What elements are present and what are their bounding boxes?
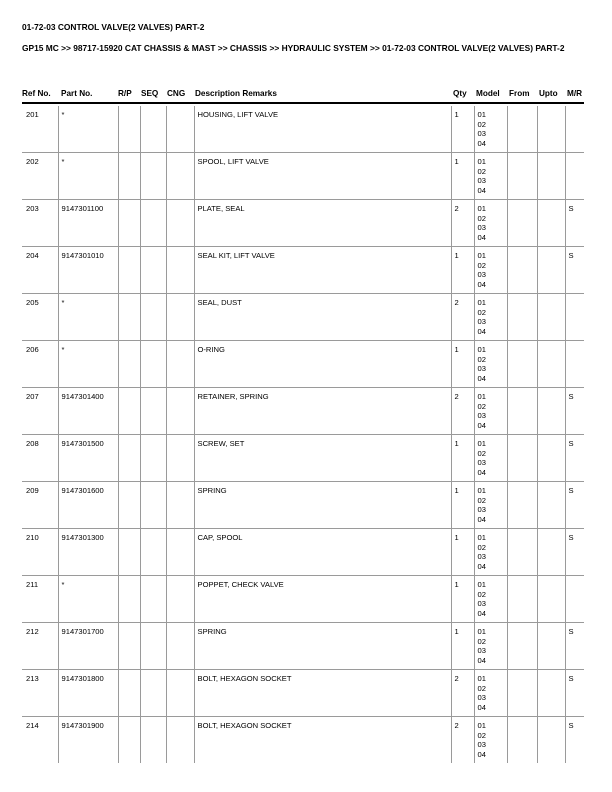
- column-header-qty: Qty: [453, 89, 467, 98]
- model-code: 03: [477, 505, 486, 515]
- model-cell: [474, 341, 507, 388]
- model-code: 04: [477, 467, 486, 477]
- column-header-description: Description Remarks: [195, 89, 277, 98]
- rp-cell: [118, 529, 140, 576]
- seq-cell: [140, 576, 166, 623]
- upto-cell: [537, 623, 565, 670]
- upto-cell: [537, 576, 565, 623]
- model-code: 01: [477, 204, 486, 213]
- column-header-cng: CNG: [167, 89, 186, 98]
- model-code: 04: [477, 138, 486, 148]
- mr-cell: S: [565, 717, 584, 764]
- seq-cell: [140, 670, 166, 717]
- model-code: 01: [477, 298, 486, 307]
- rp-cell: [118, 106, 140, 153]
- mr-cell: [565, 106, 584, 153]
- rp-cell: [118, 153, 140, 200]
- model-code: 02: [477, 589, 486, 599]
- breadcrumb: GP15 MC >> 98717-15920 CAT CHASSIS & MAST >> CHASSIS >> HYDRAULIC SYSTEM >> 01-72-03 CONTROL VALVE(2 VALVES) PART-2: [22, 43, 565, 53]
- ref-no-cell: 203: [22, 200, 58, 247]
- qty-cell: 1: [451, 106, 474, 153]
- model-code: 01: [477, 721, 486, 730]
- model-cell: [474, 670, 507, 717]
- ref-no-cell: 210: [22, 529, 58, 576]
- qty-cell: 1: [451, 153, 474, 200]
- ref-no-cell: 202: [22, 153, 58, 200]
- from-cell: [507, 294, 537, 341]
- cng-cell: [166, 717, 194, 764]
- rp-cell: [118, 670, 140, 717]
- mr-cell: S: [565, 247, 584, 294]
- column-header-from: From: [509, 89, 530, 98]
- rp-cell: [118, 200, 140, 247]
- model-code: 02: [477, 260, 486, 270]
- table-row: [22, 247, 584, 294]
- upto-cell: [537, 200, 565, 247]
- mr-cell: [565, 576, 584, 623]
- ref-no-cell: 214: [26, 721, 39, 730]
- model-cell: [474, 106, 507, 153]
- cng-cell: [166, 341, 194, 388]
- ref-no-cell: 206: [22, 341, 58, 388]
- cng-cell: [166, 106, 194, 153]
- rp-cell: [118, 341, 140, 388]
- part-no-cell: 9147301800: [58, 670, 118, 717]
- seq-cell: [140, 529, 166, 576]
- model-code: 03: [477, 176, 486, 186]
- model-code: 01: [477, 345, 486, 354]
- model-cell: [474, 294, 507, 341]
- part-no-cell: *: [58, 106, 118, 153]
- model-code: 01: [477, 110, 486, 119]
- qty-cell: 1: [451, 529, 474, 576]
- upto-cell: [537, 717, 565, 764]
- model-code: 04: [477, 279, 486, 289]
- ref-no-cell: 208: [22, 435, 58, 482]
- model-code: 01: [477, 439, 486, 448]
- description-cell: RETAINER, SPRING: [194, 388, 451, 435]
- model-cell: [474, 482, 507, 529]
- model-code: 03: [477, 364, 486, 374]
- ref-no-cell: 209: [22, 482, 58, 529]
- rp-cell: [118, 576, 140, 623]
- table-row: [22, 341, 584, 388]
- parts-table: [22, 106, 584, 763]
- from-cell: [507, 247, 537, 294]
- qty-cell: 2: [451, 388, 474, 435]
- seq-cell: [140, 388, 166, 435]
- upto-cell: [537, 106, 565, 153]
- description-cell: SEAL KIT, LIFT VALVE: [194, 247, 451, 294]
- description-cell: CAP, SPOOL: [194, 529, 451, 576]
- model-code: 03: [477, 129, 486, 139]
- cng-cell: [166, 670, 194, 717]
- column-header-model: Model: [476, 89, 500, 98]
- mr-cell: S: [565, 482, 584, 529]
- model-code: 01: [477, 674, 486, 683]
- model-code: 03: [477, 223, 486, 233]
- model-code: 04: [477, 608, 486, 618]
- model-code: 02: [477, 354, 486, 364]
- header-divider: [22, 102, 584, 104]
- model-code: 02: [477, 542, 486, 552]
- model-code: 02: [477, 730, 486, 740]
- table-row: [22, 388, 584, 435]
- seq-cell: [140, 106, 166, 153]
- column-header-upto: Upto: [539, 89, 558, 98]
- cng-cell: [166, 529, 194, 576]
- model-code: 04: [477, 185, 486, 195]
- from-cell: [507, 341, 537, 388]
- mr-cell: [565, 341, 584, 388]
- ref-no-cell: 201: [22, 106, 58, 153]
- model-code: 02: [477, 495, 486, 505]
- part-no-cell: 9147301010: [58, 247, 118, 294]
- part-no-cell: 9147301300: [58, 529, 118, 576]
- description-cell: O-RING: [194, 341, 451, 388]
- qty-cell: 1: [451, 247, 474, 294]
- description-cell: SPRING: [194, 482, 451, 529]
- model-code: 01: [477, 580, 486, 589]
- mr-cell: [565, 294, 584, 341]
- description-cell: BOLT, HEXAGON SOCKET: [194, 670, 451, 717]
- from-cell: [507, 670, 537, 717]
- mr-cell: S: [565, 388, 584, 435]
- table-row: [22, 623, 584, 670]
- from-cell: [507, 482, 537, 529]
- cng-cell: [166, 576, 194, 623]
- upto-cell: [537, 482, 565, 529]
- upto-cell: [537, 435, 565, 482]
- description-cell: HOUSING, LIFT VALVE: [194, 106, 451, 153]
- model-code: 01: [477, 157, 486, 166]
- upto-cell: [537, 341, 565, 388]
- column-header-mr: M/R: [567, 89, 583, 98]
- upto-cell: [537, 247, 565, 294]
- model-code: 02: [477, 448, 486, 458]
- qty-cell: 1: [451, 435, 474, 482]
- model-code: 03: [477, 552, 486, 562]
- description-cell: POPPET, CHECK VALVE: [194, 576, 451, 623]
- model-code: 01: [477, 392, 486, 401]
- rp-cell: [118, 482, 140, 529]
- mr-cell: S: [565, 623, 584, 670]
- qty-cell: 1: [451, 482, 474, 529]
- mr-cell: S: [565, 529, 584, 576]
- model-code: 03: [477, 599, 486, 609]
- table-row: [22, 529, 584, 576]
- model-code: 03: [477, 411, 486, 421]
- from-cell: [507, 200, 537, 247]
- model-code: 04: [477, 655, 486, 665]
- part-no-cell: 9147301400: [58, 388, 118, 435]
- table-row: [22, 200, 584, 247]
- model-code: 03: [477, 458, 486, 468]
- seq-cell: [140, 623, 166, 670]
- cng-cell: [166, 623, 194, 670]
- table-row: [22, 106, 584, 153]
- part-no-cell: 9147301600: [58, 482, 118, 529]
- rp-cell: [118, 388, 140, 435]
- ref-no-cell: 211: [22, 576, 58, 623]
- description-cell: BOLT, HEXAGON SOCKET: [194, 717, 451, 764]
- upto-cell: [537, 529, 565, 576]
- column-header-seq: SEQ: [141, 89, 159, 98]
- from-cell: [507, 576, 537, 623]
- model-cell: [474, 153, 507, 200]
- model-code: 04: [477, 514, 486, 524]
- model-code: 03: [477, 693, 486, 703]
- table-row: [22, 670, 584, 717]
- cng-cell: [166, 294, 194, 341]
- part-no-cell: *: [58, 294, 118, 341]
- upto-cell: [537, 153, 565, 200]
- rp-cell: [118, 623, 140, 670]
- model-cell: [474, 247, 507, 294]
- seq-cell: [140, 482, 166, 529]
- model-code: 02: [477, 307, 486, 317]
- model-code: 04: [477, 702, 486, 712]
- part-no-cell: *: [58, 576, 118, 623]
- model-code: 02: [477, 683, 486, 693]
- table-row: [22, 717, 584, 764]
- rp-cell: [118, 717, 140, 764]
- upto-cell: [537, 294, 565, 341]
- model-code: 01: [477, 627, 486, 636]
- mr-cell: [565, 153, 584, 200]
- model-code: 04: [477, 420, 486, 430]
- model-code: 04: [477, 373, 486, 383]
- seq-cell: [140, 341, 166, 388]
- mr-cell: S: [565, 435, 584, 482]
- qty-cell: 1: [451, 623, 474, 670]
- model-code: 04: [477, 326, 486, 336]
- model-cell: [474, 529, 507, 576]
- from-cell: [507, 106, 537, 153]
- model-cell: [474, 200, 507, 247]
- model-code: 01: [477, 533, 486, 542]
- description-cell: PLATE, SEAL: [194, 200, 451, 247]
- rp-cell: [118, 247, 140, 294]
- qty-cell: 1: [451, 576, 474, 623]
- model-code: 01: [477, 251, 486, 260]
- upto-cell: [537, 670, 565, 717]
- mr-cell: S: [565, 200, 584, 247]
- model-code: 04: [477, 232, 486, 242]
- qty-cell: 2: [451, 294, 474, 341]
- part-no-cell: 9147301700: [58, 623, 118, 670]
- part-no-cell: *: [58, 341, 118, 388]
- ref-no-cell: 213: [22, 670, 58, 717]
- seq-cell: [140, 153, 166, 200]
- qty-cell: 2: [451, 200, 474, 247]
- description-cell: SPOOL, LIFT VALVE: [194, 153, 451, 200]
- column-header-ref-no: Ref No.: [22, 89, 51, 98]
- table-row: [22, 294, 584, 341]
- from-cell: [507, 153, 537, 200]
- seq-cell: [140, 717, 166, 764]
- part-no-cell: 9147301900: [58, 717, 118, 764]
- qty-cell: 2: [451, 717, 474, 764]
- from-cell: [507, 623, 537, 670]
- model-code: 03: [477, 317, 486, 327]
- ref-no-cell: 212: [22, 623, 58, 670]
- cng-cell: [166, 247, 194, 294]
- rp-cell: [118, 435, 140, 482]
- model-cell: [474, 623, 507, 670]
- rp-cell: [118, 294, 140, 341]
- cng-cell: [166, 200, 194, 247]
- model-code: 03: [477, 740, 486, 750]
- model-cell: [474, 576, 507, 623]
- ref-no-cell: 205: [22, 294, 58, 341]
- table-row: [22, 482, 584, 529]
- table-row: [22, 576, 584, 623]
- model-cell: [474, 435, 507, 482]
- cng-cell: [166, 482, 194, 529]
- model-code: 02: [477, 636, 486, 646]
- description-cell: SEAL, DUST: [194, 294, 451, 341]
- column-header-part-no: Part No.: [61, 89, 93, 98]
- qty-cell: 1: [451, 341, 474, 388]
- description-cell: SCREW, SET: [194, 435, 451, 482]
- model-code: 02: [477, 166, 486, 176]
- ref-no-cell: 207: [22, 388, 58, 435]
- seq-cell: [140, 435, 166, 482]
- model-code: 04: [477, 749, 486, 759]
- model-code: 02: [477, 401, 486, 411]
- page-title: 01-72-03 CONTROL VALVE(2 VALVES) PART-2: [22, 22, 205, 32]
- seq-cell: [140, 200, 166, 247]
- cng-cell: [166, 388, 194, 435]
- model-code: 04: [477, 561, 486, 571]
- table-row: [22, 153, 584, 200]
- model-code: 02: [477, 213, 486, 223]
- from-cell: [507, 717, 537, 764]
- model-code: 03: [477, 646, 486, 656]
- model-cell: [474, 717, 507, 764]
- table-row: [22, 435, 584, 482]
- qty-cell: 2: [451, 670, 474, 717]
- model-code: 03: [477, 270, 486, 280]
- part-no-cell: 9147301100: [58, 200, 118, 247]
- column-header-rp: R/P: [118, 89, 132, 98]
- from-cell: [507, 529, 537, 576]
- part-no-cell: 9147301500: [58, 435, 118, 482]
- cng-cell: [166, 435, 194, 482]
- model-cell: [474, 388, 507, 435]
- mr-cell: S: [565, 670, 584, 717]
- cng-cell: [166, 153, 194, 200]
- model-code: 01: [477, 486, 486, 495]
- description-cell: SPRING: [194, 623, 451, 670]
- part-no-cell: *: [58, 153, 118, 200]
- seq-cell: [140, 294, 166, 341]
- upto-cell: [537, 388, 565, 435]
- seq-cell: [140, 247, 166, 294]
- model-code: 02: [477, 119, 486, 129]
- ref-no-cell: 204: [22, 247, 58, 294]
- from-cell: [507, 388, 537, 435]
- from-cell: [507, 435, 537, 482]
